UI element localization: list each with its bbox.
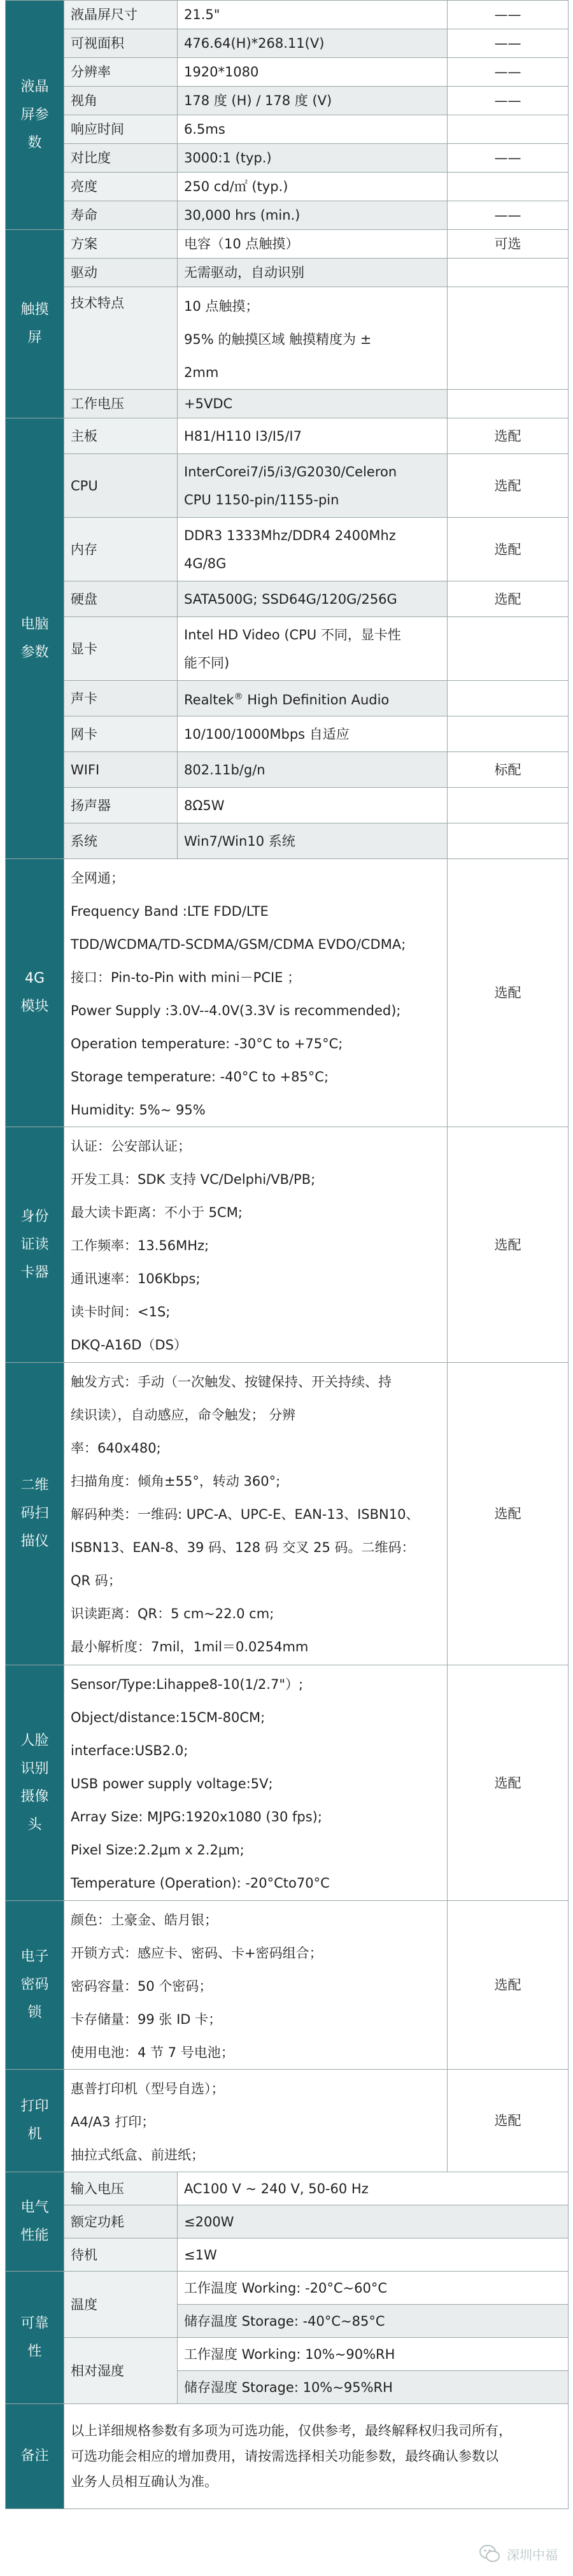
spec-label: 温度 xyxy=(64,2272,178,2338)
wechat-icon xyxy=(479,2543,500,2565)
spec-value: 颜色：土豪金、皓月银； 开锁方式：感应卡、密码、卡+密码组合； 密码容量：50 个密码； 卡存储量：99 张 ID 卡； 使用电池：4 节 7 号电池； xyxy=(64,1901,448,2070)
spec-value: 惠普打印机（型号自选）； A4/A3 打印； 抽拉式纸盒、前进纸； xyxy=(64,2070,448,2172)
spec-value: ≤1W xyxy=(178,2238,569,2272)
spec-value: 1920*1080 xyxy=(178,58,448,87)
spec-label: 扬声器 xyxy=(64,788,178,823)
spec-label: 技术特点 xyxy=(64,287,178,390)
spec-label: 响应时间 xyxy=(64,115,178,144)
category-qr: 二维码扫描仪 xyxy=(6,1363,64,1665)
spec-label: 驱动 xyxy=(64,259,178,287)
spec-value: 178 度 (H) / 178 度 (V) xyxy=(178,87,448,115)
spec-option: 选配 xyxy=(448,2070,569,2172)
spec-table xyxy=(5,0,569,2509)
spec-value: 储存温度 Storage: -40°C~85°C xyxy=(178,2305,569,2338)
spec-value: Realtek® High Definition Audio xyxy=(178,681,448,716)
spec-option: 选配 xyxy=(448,859,569,1127)
spec-option: 选配 xyxy=(448,1127,569,1363)
spec-option: —— xyxy=(448,144,569,173)
spec-label: 系统 xyxy=(64,823,178,859)
spec-option: 选配 xyxy=(448,454,569,518)
spec-label: 声卡 xyxy=(64,681,178,716)
spec-option: —— xyxy=(448,201,569,230)
note-text: 以上详细规格参数有多项为可选功能，仅供参考，最终解释权归我司所有， 可选功能会相应的增加费用，请按需选择相关功能参数，最终确认参数以 业务人员相互确认为准。 xyxy=(64,2404,569,2509)
registered-mark: ® xyxy=(234,692,243,702)
category-reliability: 可靠性 xyxy=(6,2272,64,2404)
spec-label: 待机 xyxy=(64,2238,178,2272)
spec-value: Intel HD Video (CPU 不同，显卡性 能不同) xyxy=(178,617,448,681)
spec-value: 10/100/1000Mbps 自适应 xyxy=(178,716,448,752)
spec-option xyxy=(448,716,569,752)
spec-label: 方案 xyxy=(64,230,178,259)
spec-option: 选配 xyxy=(448,518,569,581)
spec-label: 工作电压 xyxy=(64,390,178,418)
category-lock: 电子密码锁 xyxy=(6,1901,64,2070)
spec-option: —— xyxy=(448,87,569,115)
spec-value: 6.5ms xyxy=(178,115,448,144)
spec-option: —— xyxy=(448,1,569,29)
spec-value: SATA500G; SSD64G/120G/256G xyxy=(178,581,448,617)
spec-option: 选配 xyxy=(448,418,569,454)
spec-option xyxy=(448,681,569,716)
spec-value: 电容（10 点触摸） xyxy=(178,230,448,259)
spec-value: ≤200W xyxy=(178,2205,569,2238)
spec-value: 无需驱动，自动识别 xyxy=(178,259,448,287)
spec-label: 额定功耗 xyxy=(64,2205,178,2238)
spec-label: 主板 xyxy=(64,418,178,454)
category-note: 备注 xyxy=(6,2404,64,2509)
category-idcard: 身份证读卡器 xyxy=(6,1127,64,1363)
spec-value: H81/H110 I3/I5/I7 xyxy=(178,418,448,454)
spec-label: 硬盘 xyxy=(64,581,178,617)
spec-label: 对比度 xyxy=(64,144,178,173)
spec-option xyxy=(448,617,569,681)
spec-label: 液晶屏尺寸 xyxy=(64,1,178,29)
spec-value: Sensor/Type:Lihappe8-10(1/2.7"）; Object/distance:15CM-80CM; interface:USB2.0; USB power supply voltage:5V; Array Size: MJPG:1920x1080 (30 fps); Pixel Size:2.2μm x 2.2μm; Temperature (Operation): -20°Cto70°C xyxy=(64,1665,448,1901)
category-lcd: 液晶屏参数 xyxy=(6,1,64,230)
category-printer: 打印机 xyxy=(6,2070,64,2172)
spec-label: 亮度 xyxy=(64,173,178,201)
spec-label: 视角 xyxy=(64,87,178,115)
spec-label: 输入电压 xyxy=(64,2172,178,2205)
spec-label: CPU xyxy=(64,454,178,518)
spec-value: 工作温度 Working: -20°C~60°C xyxy=(178,2272,569,2305)
spec-option xyxy=(448,259,569,287)
spec-option xyxy=(448,823,569,859)
spec-label: WIFI xyxy=(64,752,178,788)
spec-value: 3000:1 (typ.) xyxy=(178,144,448,173)
spec-option xyxy=(448,173,569,201)
spec-value: 250 cd/㎡ (typ.) xyxy=(178,173,448,201)
spec-option xyxy=(448,788,569,823)
watermark-text: 深圳中福 xyxy=(507,2547,558,2563)
spec-option xyxy=(448,287,569,390)
spec-option: 标配 xyxy=(448,752,569,788)
spec-option: 选配 xyxy=(448,581,569,617)
spec-value: 储存湿度 Storage: 10%~95%RH xyxy=(178,2371,569,2404)
spec-value: 21.5" xyxy=(178,1,448,29)
spec-option: —— xyxy=(448,58,569,87)
spec-value: 802.11b/g/n xyxy=(178,752,448,788)
category-4g: 4G 模块 xyxy=(6,859,64,1127)
spec-option xyxy=(448,115,569,144)
spec-option xyxy=(448,390,569,418)
spec-value: +5VDC xyxy=(178,390,448,418)
spec-value: 认证：公安部认证； 开发工具：SDK 支持 VC/Delphi/VB/PB; 最大读卡距离：不小于 5CM; 工作频率：13.56MHz; 通讯速率：106Kbps; 读卡时间：<1S; DKQ-A16D（DS） xyxy=(64,1127,448,1363)
spec-label: 网卡 xyxy=(64,716,178,752)
spec-label: 可视面积 xyxy=(64,29,178,58)
spec-value: 工作湿度 Working: 10%~90%RH xyxy=(178,2338,569,2371)
spec-label: 显卡 xyxy=(64,617,178,681)
spec-value: Win7/Win10 系统 xyxy=(178,823,448,859)
spec-option: —— xyxy=(448,29,569,58)
spec-value: 触发方式：手动（一次触发、按键保持、开关持续、持 续识读），自动感应，命令触发； 分辨 率：640x480; 扫描角度：倾角±55°，转动 360°; 解码种类：一维码: UPC-A、UPC-E、EAN-13、ISBN10、 ISBN13、EAN-8、39 码、128 码 交叉 25 码。二维码： QR 码； 识读距离：QR：5 cm~22.0 cm; 最小解析度：7mil，1mil＝0.0254mm xyxy=(64,1363,448,1665)
category-pc: 电脑参数 xyxy=(6,418,64,859)
spec-value: 476.64(H)*268.11(V) xyxy=(178,29,448,58)
category-electrical: 电气性能 xyxy=(6,2172,64,2272)
watermark xyxy=(479,2543,558,2565)
spec-value: 全网通； Frequency Band :LTE FDD/LTE TDD/WCDMA/TD-SCDMA/GSM/CDMA EVDO/CDMA; 接口：Pin-to-Pin with mini－PCIE ； Power Supply :3.0V--4.0V(3.3V is recommended); Operation temperature: -30°C to +75°C; Storage temperature: -40°C to +85°C; Humidity: 5%~ 95% xyxy=(64,859,448,1127)
spec-label: 相对湿度 xyxy=(64,2338,178,2404)
category-touch: 触摸屏 xyxy=(6,230,64,418)
spec-label: 寿命 xyxy=(64,201,178,230)
spec-option: 选配 xyxy=(448,1901,569,2070)
spec-label: 分辨率 xyxy=(64,58,178,87)
spec-value: AC100 V ~ 240 V, 50-60 Hz xyxy=(178,2172,569,2205)
spec-value: 30,000 hrs (min.) xyxy=(178,201,448,230)
spec-option: 可选 xyxy=(448,230,569,259)
category-face: 人脸识别摄像头 xyxy=(6,1665,64,1901)
spec-option: 选配 xyxy=(448,1665,569,1901)
spec-value: InterCorei7/i5/i3/G2030/Celeron CPU 1150-pin/1155-pin xyxy=(178,454,448,518)
spec-option: 选配 xyxy=(448,1363,569,1665)
spec-value: 8Ω5W xyxy=(178,788,448,823)
spec-value: DDR3 1333Mhz/DDR4 2400Mhz 4G/8G xyxy=(178,518,448,581)
spec-value: 10 点触摸； 95% 的触摸区域 触摸精度为 ± 2mm xyxy=(178,287,448,390)
spec-label: 内存 xyxy=(64,518,178,581)
